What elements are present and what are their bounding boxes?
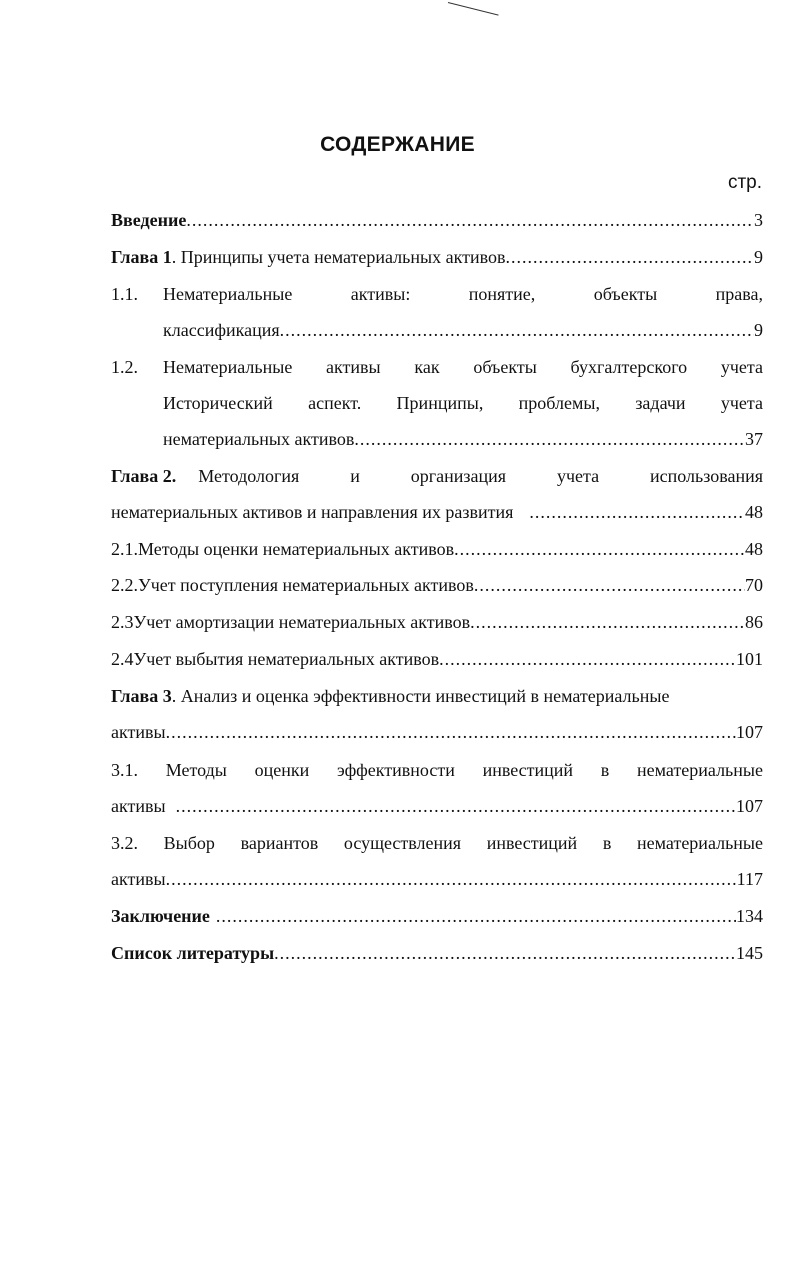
toc-entry-3-2: 3.2. Выбор вариантов осуществления инвестиций в нематериальные bbox=[111, 833, 763, 853]
leader-dots bbox=[166, 867, 737, 891]
toc-label: Методология и организация учета использования bbox=[198, 466, 763, 486]
leader-dots bbox=[474, 573, 745, 597]
page-column-label: стр. bbox=[727, 172, 762, 193]
toc-label: Учет амортизации нематериальных активов bbox=[133, 612, 471, 632]
toc-entry-chapter-3-cont bbox=[111, 720, 763, 744]
toc-entry-3-1-cont bbox=[111, 794, 763, 818]
leader-dots bbox=[529, 500, 745, 524]
toc-label: нематериальных активов bbox=[163, 429, 355, 449]
toc-label: Введение bbox=[111, 210, 187, 230]
toc-label: . Анализ и оценка эффективности инвестиций в нематериальные bbox=[171, 686, 670, 706]
toc-label: Нематериальные активы: понятие, объекты права, bbox=[163, 284, 763, 304]
toc-entry-intro bbox=[111, 208, 763, 232]
leader-dots bbox=[186, 208, 754, 232]
toc-page-number: 48 bbox=[745, 502, 763, 522]
toc-entry-1-2 bbox=[111, 355, 763, 379]
toc-entry-2-2 bbox=[111, 573, 763, 597]
leader-dots bbox=[354, 427, 745, 451]
page-title: СОДЕРЖАНИЕ bbox=[320, 133, 475, 156]
toc-page-number: 86 bbox=[745, 612, 763, 632]
toc-page-number: 3 bbox=[754, 210, 763, 230]
scan-artifact-line bbox=[448, 2, 499, 16]
toc-label: активы bbox=[111, 796, 166, 816]
toc-label: Заключение bbox=[111, 906, 210, 926]
toc-label: нематериальных активов и направления их развития bbox=[111, 502, 514, 522]
toc-section-number: 2.2. bbox=[111, 575, 138, 595]
toc-label: активы bbox=[111, 869, 166, 889]
toc-page-number: 37 bbox=[745, 429, 763, 449]
toc-section-number: 2.1. bbox=[111, 539, 138, 559]
leader-dots bbox=[454, 537, 745, 561]
toc-chapter-prefix: Глава 2. bbox=[111, 466, 177, 486]
toc-entry-chapter-1 bbox=[111, 245, 763, 269]
toc-entry-3-1: 3.1. Методы оценки эффективности инвестиций в нематериальные bbox=[111, 760, 763, 780]
toc-page-number: 107 bbox=[736, 722, 763, 742]
toc-page-number: 9 bbox=[754, 320, 763, 340]
toc-label: . Принципы учета нематериальных активов bbox=[171, 247, 506, 267]
toc-label: Нематериальные активы как объекты бухгалтерского учета bbox=[163, 357, 763, 377]
toc-entry-references bbox=[111, 941, 763, 965]
toc-entry-1-2-cont bbox=[163, 427, 763, 451]
toc-page-number: 70 bbox=[745, 575, 763, 595]
leader-dots bbox=[439, 647, 736, 671]
toc-entry-1-1-cont bbox=[163, 318, 763, 342]
leader-dots bbox=[216, 904, 736, 928]
toc-section-number: 1.2. bbox=[111, 357, 138, 377]
toc-entry-1-1 bbox=[111, 282, 763, 306]
toc-section-number: 1.1. bbox=[111, 284, 138, 304]
toc-entry-chapter-2-cont bbox=[111, 500, 763, 524]
toc-entry-chapter-3 bbox=[111, 684, 763, 708]
toc-entry-2-4 bbox=[111, 647, 763, 671]
toc-entry-conclusion bbox=[111, 904, 763, 928]
toc-chapter-prefix: Глава 3 bbox=[111, 686, 172, 706]
toc-section-number: 2.4 bbox=[111, 649, 134, 669]
leader-dots bbox=[166, 720, 736, 744]
toc-page-number: 101 bbox=[736, 649, 763, 669]
toc-label: активы bbox=[111, 722, 166, 742]
toc-label: Учет выбытия нематериальных активов bbox=[133, 649, 440, 669]
toc-label: Список литературы bbox=[111, 943, 275, 963]
leader-dots bbox=[280, 318, 754, 342]
toc-page-number: 107 bbox=[736, 796, 763, 816]
leader-dots bbox=[274, 941, 736, 965]
toc-chapter-prefix: Глава 1 bbox=[111, 247, 172, 267]
toc-page-number: 117 bbox=[736, 869, 763, 889]
toc-entry-2-1 bbox=[111, 537, 763, 561]
toc-page-number: 9 bbox=[754, 247, 763, 267]
toc-label: Исторический аспект. Принципы, проблемы, задачи учета bbox=[163, 393, 763, 413]
toc-label: классификация bbox=[163, 320, 280, 340]
toc-entry-chapter-2 bbox=[111, 464, 763, 488]
toc-page-number: 145 bbox=[736, 943, 763, 963]
toc-page-number: 48 bbox=[745, 539, 763, 559]
leader-dots bbox=[176, 794, 736, 818]
toc-label: Учет поступления нематериальных активов bbox=[138, 575, 474, 595]
toc-section-number: 2.3 bbox=[111, 612, 134, 632]
toc-entry-3-2-cont bbox=[111, 867, 763, 891]
leader-dots bbox=[470, 610, 745, 634]
toc-label: Методы оценки нематериальных активов bbox=[138, 539, 455, 559]
leader-dots bbox=[505, 245, 754, 269]
toc-entry-2-3 bbox=[111, 610, 763, 634]
toc-page-number: 134 bbox=[736, 906, 763, 926]
